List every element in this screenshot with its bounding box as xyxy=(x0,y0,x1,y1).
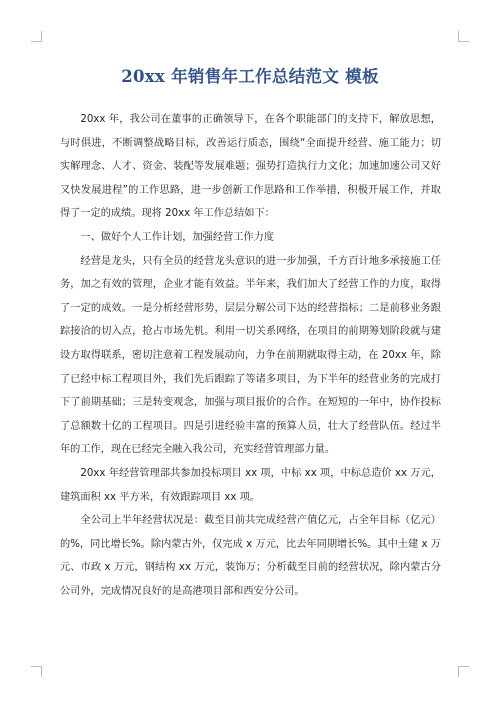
paragraph-business: 经营是龙头，只有全员的经营龙头意识的进一步加强，千方百计地多承接施工任务，加之有效的管理，企业才能有效益。半年来，我们加大了经营工作的力度，取得了一定的成效。一是分析经营形势，层层分解公司下达的经营指标；二是前移业务跟踪接洽的切入点，抢占市场先机。利用一切关系网络，在项目的前期筹划阶段就与建设方取得联系，密切注意着工程发展动向，力争在前期就取得主动，在 20xx 年，除了已经中标工程项目外，我们先后跟踪了等诸多项目，为下半年的经营业务的完成打下了前期基础；三是转变观念，加强与项目报价的合作。在短短的一年中，协作投标了总额数十亿的工程项目。四是引进经验丰富的预算人员，壮大了经营队伍。经过半年的工作，现在已经完全融入我公司，充实经营管理部力量。 xyxy=(60,255,441,456)
document-body xyxy=(60,108,441,603)
section-heading: 一、做好个人工作计划，加强经营工作力度 xyxy=(80,231,274,243)
paragraph-intro: 20xx 年，我公司在董事的正确领导下，在各个职能部门的支持下，解放思想，与时俱进，不断调整战略目标，改善运行质态，围绕“全面提升经营、施工能力；切实解理念、人才、资金、装配等发展难题；强势打造执行力文化；加速加速公司又好又快发展进程”的工作思路，进一步创新工作思路和工作举措，积极开展工作，并取得了一定的成绩。现将 20xx 年工作总结如下： xyxy=(60,114,441,220)
paragraph-status: 全公司上半年经营状况是：截至目前共完成经营产值亿元，占全年目标（亿元）的%，同比增长%。除内蒙古外，仅完成 x 万元，比去年同期增长%。其中土建 x 万元、市政 x 万元，钢结构 xx 万元，装饰万；分析截至目前的经营状况，除内蒙古分公司外，完成情况良好的是高港项目部和西安分公司。 xyxy=(60,515,441,597)
crop-mark-bottom-right xyxy=(458,666,469,677)
paragraph-bidding: 20xx 年经营管理部共参加投标项目 xx 项，中标 xx 项，中标总造价 xx 万元，建筑面积 xx 平方米，有效跟踪项目 xx 项。 xyxy=(60,467,441,503)
crop-mark-top-right xyxy=(458,31,469,42)
crop-mark-top-left xyxy=(31,31,42,42)
document-title: 20xx 年销售年工作总结范文 模板 xyxy=(121,67,379,86)
crop-mark-bottom-left xyxy=(31,666,42,677)
